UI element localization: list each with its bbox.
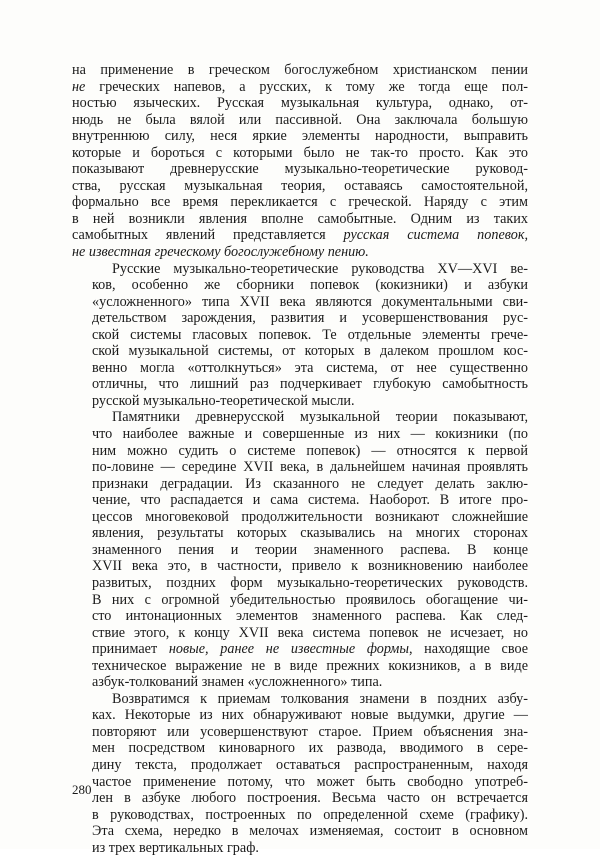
text-segment: В них с огромной убедительностью проявилось обогащение чи- bbox=[92, 591, 528, 608]
text-line bbox=[72, 757, 528, 774]
text-line bbox=[72, 194, 528, 211]
text-line bbox=[72, 492, 528, 509]
text-line bbox=[72, 393, 528, 410]
text-segment: чение, что распадается и сама система. Наоборот. В итоге про- bbox=[92, 492, 528, 509]
text-segment: лен в азбуке любого построения. Весьма часто он встречается bbox=[92, 790, 528, 807]
text-line bbox=[72, 575, 528, 592]
text-line bbox=[72, 360, 528, 377]
text-segment: признаки деградации. Из сказанного не следует делать заклю- bbox=[92, 475, 528, 492]
text-segment: явления, результаты которых сказывались на многих сторонах bbox=[92, 525, 528, 542]
text-segment: отличны, что лишний раз подчеркивает глубокую самобытность bbox=[92, 376, 528, 393]
text-line bbox=[72, 443, 528, 460]
text-line bbox=[72, 79, 528, 96]
text-line bbox=[72, 840, 528, 856]
text-line bbox=[72, 227, 528, 244]
text-line bbox=[72, 707, 528, 724]
text-segment: Русские музыкально-теоретические руководства XV—XVI ве- bbox=[112, 260, 528, 277]
text-line bbox=[72, 608, 528, 625]
text-segment: развитых, поздних форм музыкально-теоретических руководств. bbox=[92, 574, 528, 591]
text-segment: ков, особенно же сборники попевок (кокизники) и азбуки bbox=[92, 277, 528, 294]
text-line bbox=[72, 128, 528, 145]
text-segment: азбук-толкований знамен «усложненного» типа. bbox=[92, 674, 383, 691]
text-segment: Эта схема, нередко в мелочах изменяемая, состоит в основном bbox=[92, 823, 528, 840]
text-segment: принимает bbox=[92, 641, 169, 658]
text-segment: которые и бороться с которыми было не так-то просто. Как это bbox=[72, 144, 528, 161]
text-line bbox=[72, 112, 528, 129]
text-segment: XVII века это, в частности, привело к возникновению наиболее bbox=[92, 558, 528, 575]
text-segment: Памятники древнерусской музыкальной теории показывают, bbox=[112, 409, 528, 426]
text-line bbox=[72, 310, 528, 327]
text-segment: , находящие свое bbox=[408, 641, 529, 658]
text-line bbox=[72, 724, 528, 741]
text-line bbox=[72, 790, 528, 807]
page-number: 280 bbox=[72, 782, 92, 797]
text-line bbox=[72, 823, 528, 840]
text-line bbox=[72, 95, 528, 112]
text-segment: русской музыкально-теоретической мысли. bbox=[92, 392, 355, 409]
text-line bbox=[72, 740, 528, 757]
text-segment: формально все время перекликается с греческой. Наряду с этим bbox=[72, 194, 528, 211]
text-segment: ской системы гласовых попевок. Те отдельные элементы грече- bbox=[92, 326, 528, 343]
italic-text-segment: русская система попевок, bbox=[343, 227, 528, 244]
text-line bbox=[72, 774, 528, 791]
text-segment: показывают древнерусские музыкально-теоретические руковод- bbox=[72, 161, 528, 178]
text-segment: по-ловине — середине XVII века, в дальнейшем начиная проявлять bbox=[92, 459, 528, 476]
text-segment: ской музыкальной системы, от которых в далеком прошлом кос- bbox=[92, 343, 528, 360]
text-line bbox=[72, 376, 528, 393]
text-segment: «усложненного» типа XVII века являются документальными сви- bbox=[92, 293, 528, 310]
text-line bbox=[72, 558, 528, 575]
text-line bbox=[72, 178, 528, 195]
text-line bbox=[72, 542, 528, 559]
text-segment: ках. Некоторые из них обнаруживают новые выдумки, другие — bbox=[92, 707, 528, 724]
text-segment: сто интонационных элементов знаменного распева. Как след- bbox=[92, 608, 528, 625]
body-text bbox=[72, 62, 528, 856]
text-line bbox=[72, 261, 528, 278]
text-segment: нюдь не была вялой или пассивной. Она заключала большую bbox=[72, 111, 528, 128]
text-segment: из трех вертикальных граф. bbox=[92, 839, 259, 856]
text-line bbox=[72, 459, 528, 476]
text-line bbox=[72, 161, 528, 178]
text-line bbox=[72, 691, 528, 708]
text-line bbox=[72, 525, 528, 542]
paragraph bbox=[72, 691, 528, 856]
text-segment: греческих напевов, а русских, к тому же тогда еще пол- bbox=[85, 78, 528, 95]
text-line bbox=[72, 509, 528, 526]
paragraph bbox=[72, 261, 528, 410]
text-segment: повторяют или усовершенствуют старое. Прием объяснения зна- bbox=[92, 723, 528, 740]
text-segment: ства, русская музыкальная теория, оставаясь самостоятельной, bbox=[72, 177, 528, 194]
text-segment: ствие этого, к концу XVII века система попевок не исчезает, но bbox=[92, 624, 528, 641]
text-segment: в ней возникли явления вполне самобытные. Одним из таких bbox=[72, 210, 528, 227]
text-segment: дину текста, продолжает оставаться распространенным, находя bbox=[92, 756, 528, 773]
text-segment: внутреннюю силу, неся яркие элементы народности, выправить bbox=[72, 128, 528, 145]
text-line bbox=[72, 145, 528, 162]
text-line bbox=[72, 658, 528, 675]
text-segment: техническое выражение не в виде прежних кокизников, а в виде bbox=[92, 657, 528, 674]
text-line bbox=[72, 409, 528, 426]
text-segment: мен посредством киноварного их развода, вводимого в сере- bbox=[92, 740, 528, 757]
text-segment: детельством зарождения, развития и усовершенствования рус- bbox=[92, 310, 528, 327]
paragraph bbox=[72, 409, 528, 690]
text-segment: знаменного пения и теории знаменного распева. В конце bbox=[92, 541, 528, 558]
paragraph bbox=[72, 62, 528, 261]
text-line bbox=[72, 294, 528, 311]
italic-text-segment: не известная греческому богослужебному пению. bbox=[72, 244, 369, 261]
text-segment: в руководствах, построенных по определенной схеме (графику). bbox=[92, 806, 528, 823]
text-line bbox=[72, 674, 528, 691]
text-segment: самобытных явлений представляется bbox=[72, 227, 344, 244]
text-line bbox=[72, 625, 528, 642]
text-line bbox=[72, 343, 528, 360]
text-line bbox=[72, 277, 528, 294]
text-line bbox=[72, 211, 528, 228]
text-line bbox=[72, 807, 528, 824]
text-segment: цессов многовековой продолжительности возникают сложнейшие bbox=[92, 508, 528, 525]
text-line bbox=[72, 244, 528, 261]
text-line bbox=[72, 327, 528, 344]
italic-text-segment: не bbox=[72, 78, 86, 95]
text-line bbox=[72, 592, 528, 609]
text-segment: частое применение потому, что может быть свободно употреб- bbox=[92, 773, 528, 790]
text-segment: венно могла «оттолкнуться» эта система, от нее существенно bbox=[92, 359, 528, 376]
text-segment: на применение в греческом богослужебном христианском пении bbox=[72, 62, 528, 78]
text-line bbox=[72, 426, 528, 443]
text-segment: ним можно судить о системе попевок) — относятся к первой bbox=[92, 442, 528, 459]
text-segment: что наиболее важные и совершенные из них — кокизники (по bbox=[92, 426, 528, 443]
text-segment: Возвратимся к приемам толкования знамени в поздних азбу- bbox=[112, 690, 528, 707]
text-line bbox=[72, 476, 528, 493]
italic-text-segment: новые, ранее не известные формы bbox=[168, 641, 409, 658]
text-segment: ностью языческих. Русская музыкальная культура, однако, от- bbox=[72, 95, 528, 112]
text-line bbox=[72, 641, 528, 658]
text-line bbox=[72, 62, 528, 79]
